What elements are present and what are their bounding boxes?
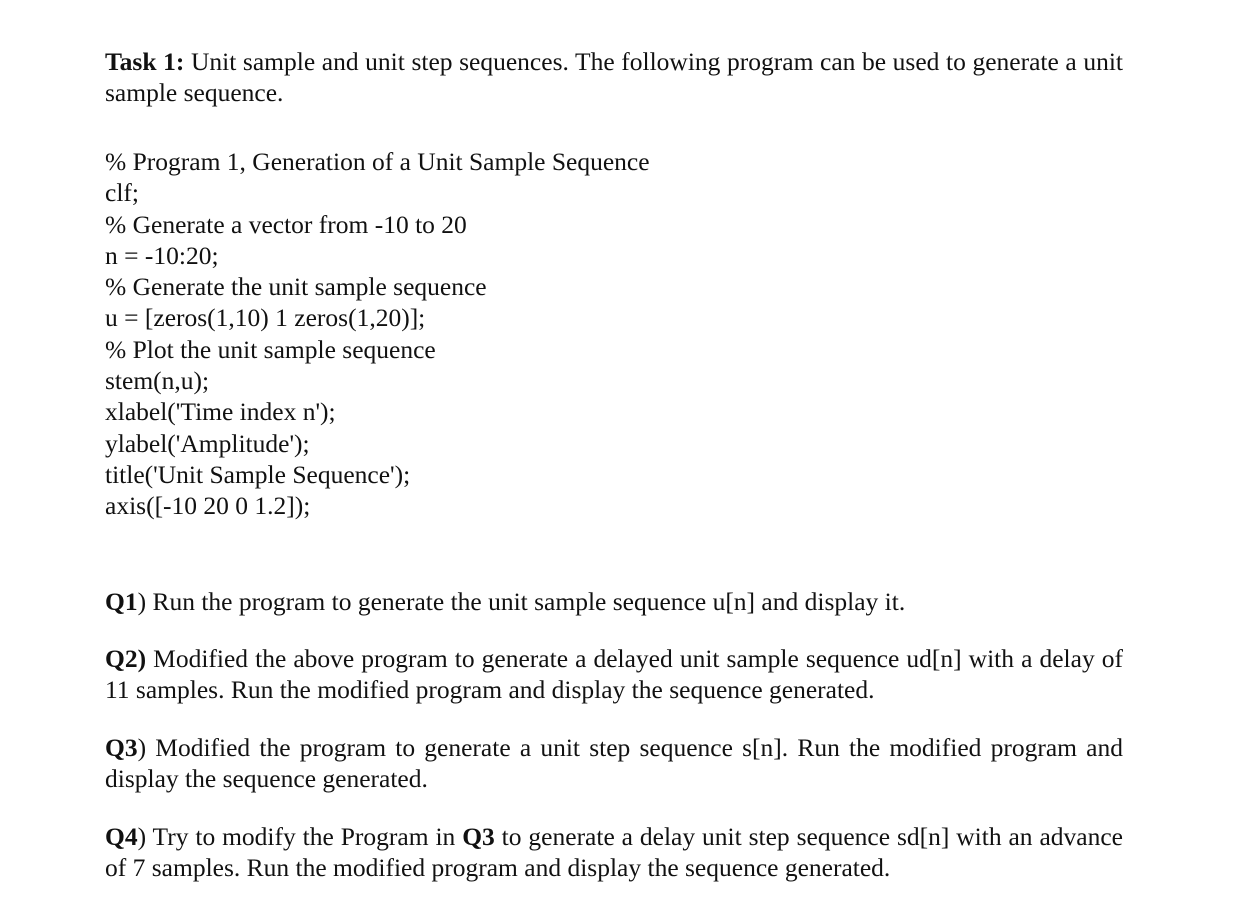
code-line: ylabel('Amplitude'); [105,428,310,458]
question-3-label: Q3 [105,732,138,762]
question-4-label: Q4 [105,821,138,851]
code-line: n = -10:20; [105,240,219,270]
code-line: % Program 1, Generation of a Unit Sample Sequence [105,147,650,176]
question-4-text-after: to generate a delay unit step sequence sd[n] with an advance of 7 samples. Run the modified program and display the sequence generated. [105,821,1123,882]
question-4 [105,821,1123,883]
code-line: title('Unit Sample Sequence'); [105,459,411,489]
question-4-ref: Q3 [462,821,495,851]
code-line: u = [zeros(1,10) 1 zeros(1,20)]; [105,303,426,333]
code-line: % Generate a vector from -10 to 20 [105,209,467,239]
question-1-text: ) Run the program to generate the unit sample sequence u[n] and display it. [137,586,906,616]
question-1-label: Q1 [105,586,138,616]
question-4-text-before: ) Try to modify the Program in [137,821,463,851]
task-label: Task 1: [105,47,185,76]
code-line: axis([-10 20 0 1.2]); [105,491,311,521]
task-heading [105,46,1123,108]
document-page [105,46,1123,883]
program-listing [105,146,1123,522]
code-line: xlabel('Time index n'); [105,397,336,427]
code-line: clf; [105,178,139,208]
code-line: stem(n,u); [105,366,210,396]
code-line: % Plot the unit sample sequence [105,334,436,364]
task-description: Unit sample and unit step sequences. The following program can be used to generate a unit sample sequence. [105,47,1123,107]
question-2 [105,643,1123,705]
question-2-text: Modified the above program to generate a delayed unit sample sequence ud[n] with a delay of 11 samples. Run the modified program and display the sequence generated. [105,643,1123,704]
code-line: % Generate the unit sample sequence [105,272,487,302]
question-2-label: Q2) [105,643,147,673]
question-1 [105,586,1123,617]
question-3-text: ) Modified the program to generate a unit step sequence s[n]. Run the modified program and display the sequence generated. [105,732,1123,793]
question-3 [105,732,1123,794]
